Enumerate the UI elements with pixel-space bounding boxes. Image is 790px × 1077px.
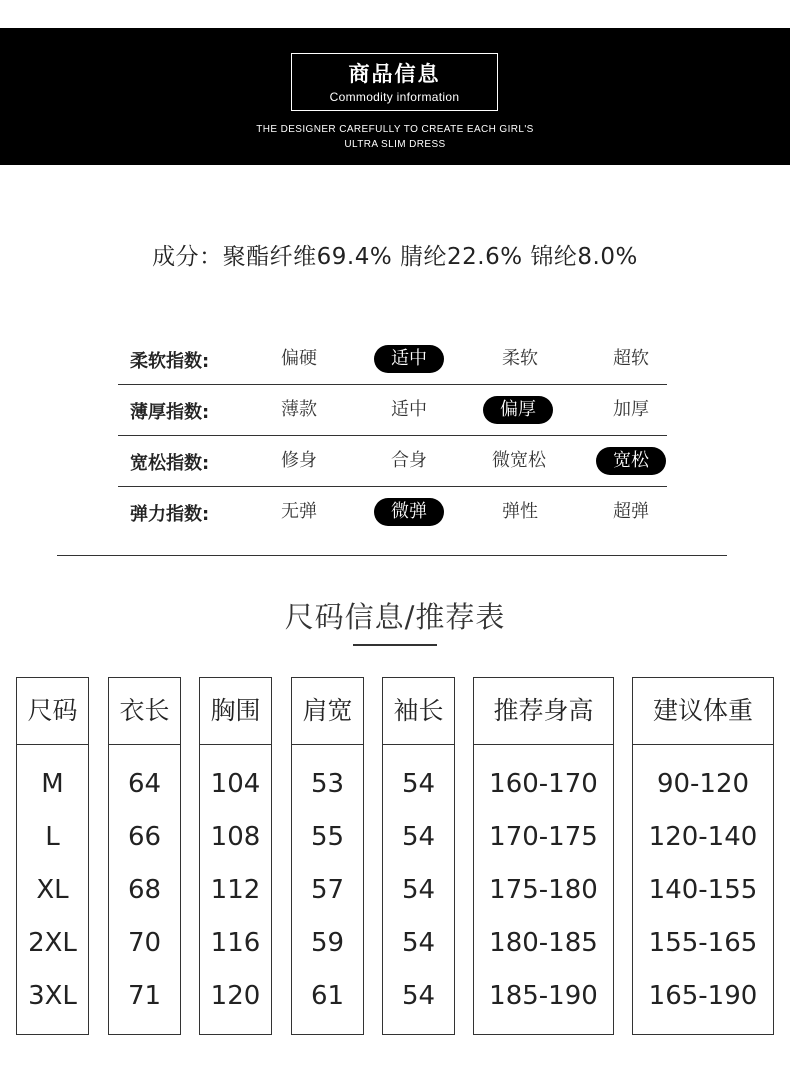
table-cell: 120-140 (648, 822, 758, 852)
index-option-selected: 宽松 (596, 447, 666, 475)
index-label: 薄厚指数: (130, 402, 210, 423)
table-cell: 59 (310, 928, 345, 958)
table-cell: 71 (127, 981, 162, 1011)
page-title: 商品信息 (348, 62, 441, 86)
column-header: 肩宽 (292, 678, 363, 745)
table-cell: 180-185 (489, 928, 598, 958)
column-header: 袖长 (383, 678, 454, 745)
header-banner (0, 28, 790, 165)
page-subtitle: Commodity information (329, 90, 460, 104)
index-row-fit (118, 436, 667, 487)
column-header: 胸围 (200, 678, 271, 745)
table-cell: XL (36, 875, 69, 905)
shoulder-column (291, 677, 364, 1035)
index-option: 超软 (613, 348, 649, 369)
table-cell: 54 (401, 928, 436, 958)
index-option: 加厚 (613, 399, 649, 420)
table-cell: 68 (127, 875, 162, 905)
table-cell: 70 (127, 928, 162, 958)
index-option: 柔软 (502, 348, 538, 369)
table-cell: 140-155 (648, 875, 758, 905)
index-option-selected: 偏厚 (483, 396, 553, 424)
table-cell: 185-190 (489, 981, 598, 1011)
table-cell: 160-170 (489, 769, 598, 799)
tagline-line-1: THE DESIGNER CAREFULLY TO CREATE EACH GIRL'S (256, 124, 534, 135)
index-option: 修身 (281, 450, 317, 471)
tagline-line-2: ULTRA SLIM DRESS (344, 139, 446, 150)
table-cell: 175-180 (489, 875, 598, 905)
index-table (118, 334, 667, 537)
chest-column (199, 677, 272, 1035)
table-cell: 112 (210, 875, 261, 905)
column-header: 尺码 (17, 678, 88, 745)
column-header: 衣长 (109, 678, 180, 745)
index-row-elasticity (118, 487, 667, 537)
table-cell: 120 (210, 981, 261, 1011)
title-underline (353, 644, 437, 646)
table-cell: 57 (310, 875, 345, 905)
size-column (16, 677, 89, 1035)
index-row-thickness (118, 385, 667, 436)
table-cell: 90-120 (656, 769, 750, 799)
table-cell: 54 (401, 769, 436, 799)
height-column (473, 677, 614, 1035)
table-cell: 61 (310, 981, 345, 1011)
composition-text: 成分：聚酯纤维69.4% 腈纶22.6% 锦纶8.0% (152, 244, 638, 270)
index-option: 偏硬 (281, 348, 317, 369)
title-box (291, 53, 498, 111)
table-cell: 104 (210, 769, 261, 799)
table-cell: 54 (401, 875, 436, 905)
index-option: 超弹 (613, 501, 649, 522)
index-option-selected: 微弹 (374, 498, 444, 526)
index-option: 薄款 (281, 399, 317, 420)
length-column (108, 677, 181, 1035)
table-cell: M (41, 769, 64, 799)
table-cell: 3XL (28, 981, 77, 1011)
table-cell: 53 (310, 769, 345, 799)
table-cell: 108 (210, 822, 261, 852)
table-cell: 54 (401, 981, 436, 1011)
index-label: 柔软指数: (130, 351, 210, 372)
column-header: 建议体重 (633, 678, 773, 745)
table-cell: 170-175 (489, 822, 598, 852)
table-cell: 116 (210, 928, 261, 958)
index-option: 适中 (391, 399, 427, 420)
table-cell: 55 (310, 822, 345, 852)
index-option: 微宽松 (492, 450, 546, 471)
index-row-softness (118, 334, 667, 385)
index-option: 弹性 (502, 501, 538, 522)
table-cell: 66 (127, 822, 162, 852)
size-table-title: 尺码信息/推荐表 (284, 600, 506, 634)
tagline (0, 122, 790, 152)
index-option-selected: 适中 (374, 345, 444, 373)
index-label: 弹力指数: (130, 504, 210, 525)
table-cell: 2XL (28, 928, 77, 958)
index-option: 无弹 (281, 501, 317, 522)
weight-column (632, 677, 774, 1035)
table-cell: 155-165 (648, 928, 758, 958)
table-cell: 64 (127, 769, 162, 799)
section-divider (57, 555, 727, 556)
table-cell: 54 (401, 822, 436, 852)
index-option: 合身 (391, 450, 427, 471)
table-cell: 165-190 (648, 981, 758, 1011)
column-header: 推荐身高 (474, 678, 613, 745)
index-label: 宽松指数: (130, 453, 210, 474)
table-cell: L (45, 822, 60, 852)
sleeve-column (382, 677, 455, 1035)
